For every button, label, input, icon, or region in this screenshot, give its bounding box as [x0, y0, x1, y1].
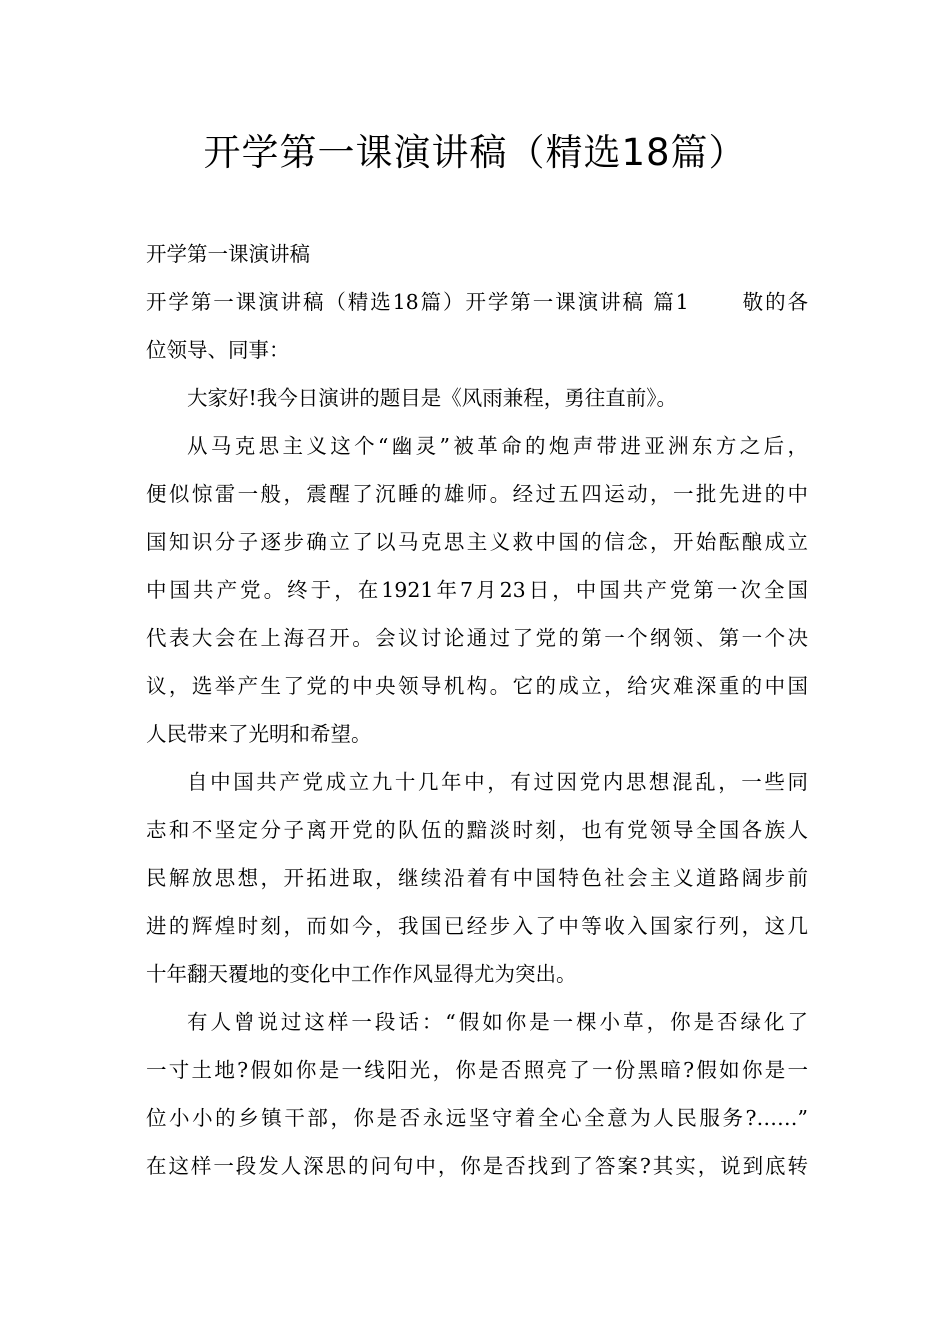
paragraph-line: 代表大会在上海召开。会议讨论通过了党的第一个纲领、第一个决 [146, 626, 808, 650]
paragraph-line: 一寸土地?假如你是一线阳光，你是否照亮了一份黑暗?假如你是一 [146, 1058, 808, 1082]
paragraph-line: 从马克思主义这个“幽灵”被革命的炮声带进亚洲东方之后， [187, 434, 808, 458]
paragraph-line: 议，选举产生了党的中央领导机构。它的成立，给灾难深重的中国 [146, 674, 808, 698]
intro-continuation: 位领导、同事： [146, 338, 290, 362]
paragraph-line: 位小小的乡镇干部，你是否永远坚守着全心全意为人民服务?……” [146, 1106, 808, 1130]
paragraph-line: 十年翻天覆地的变化中工作作风显得尤为突出。 [146, 962, 577, 986]
paragraph-line: 自中国共产党成立九十几年中，有过因党内思想混乱，一些同 [187, 770, 808, 794]
intro-line [146, 278, 808, 326]
document-title: 开学第一课演讲稿（精选18篇） [203, 131, 747, 174]
paragraph-line: 在这样一段发人深思的问句中，你是否找到了答案?其实，说到底转 [146, 1154, 808, 1178]
paragraph-line: 有人曾说过这样一段话：“假如你是一棵小草，你是否绿化了 [187, 1010, 808, 1034]
paragraph-line: 国知识分子逐步确立了以马克思主义救中国的信念，开始酝酿成立 [146, 530, 808, 554]
paragraph-line: 民解放思想，开拓进取，继续沿着有中国特色社会主义道路阔步前 [146, 866, 808, 890]
paragraph-line: 志和不坚定分子离开党的队伍的黯淡时刻，也有党领导全国各族人 [146, 818, 808, 842]
intro-text: 开学第一课演讲稿（精选18篇）开学第一课演讲稿 篇1 [146, 290, 689, 314]
paragraph-line: 中国共产党。终于，在1921年7月23日，中国共产党第一次全国 [146, 578, 808, 602]
paragraph-line: 进的辉煌时刻，而如今，我国已经步入了中等收入国家行列，这几 [146, 914, 808, 938]
paragraph-line: 大家好!我今日演讲的题目是《风雨兼程，勇往直前》。 [187, 386, 677, 410]
paragraph-line: 便似惊雷一般，震醒了沉睡的雄师。经过五四运动，一批先进的中 [146, 482, 808, 506]
subtitle-line: 开学第一课演讲稿 [146, 242, 310, 266]
document-body [146, 230, 808, 1190]
intro-salutation-start: 敬的各 [740, 290, 808, 314]
paragraph-line: 人民带来了光明和希望。 [146, 722, 372, 746]
